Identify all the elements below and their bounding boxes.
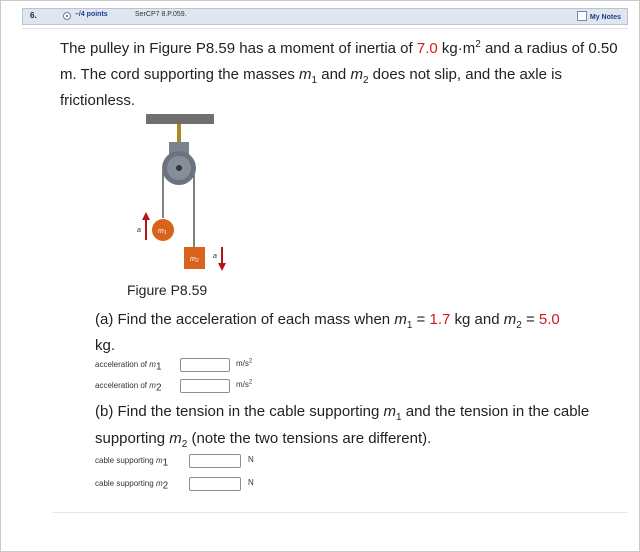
problem-reference: SerCP7 8.P.059. [135,11,187,18]
unit-text: m/s [236,380,249,389]
tension-m1-unit: N [248,455,254,464]
tension-m2-label [95,479,169,492]
part-a-question [95,307,620,359]
accel-m1-input[interactable] [180,358,230,372]
inertia-value: 7.0 [416,40,438,57]
problem-text: does not slip, and the axle is frictionless. [60,66,562,109]
unit-exponent: 2 [248,358,253,365]
ceiling-beam [146,114,214,124]
points-label: –/4 points [75,11,108,18]
problem-statement [60,36,625,114]
problem-text: kg·m [437,40,476,57]
subscript: 1 [311,75,318,86]
mass-symbol: m [155,456,163,465]
figure-caption: Figure P8.59 [127,282,208,298]
mass-symbol: m [503,311,517,328]
tension-m2-input[interactable] [189,477,241,491]
mass-symbol: m [394,311,407,328]
question-header-bar [22,8,628,25]
field-label-text: cable supporting [95,456,156,465]
mass-symbol: m [169,430,182,447]
tension-m2-unit: N [248,478,254,487]
radio-bullet-icon[interactable] [63,12,71,20]
subscript: 2 [181,439,188,450]
my-notes-label: My Notes [589,14,621,21]
field-label-text: acceleration of [95,381,150,390]
question-text: (note the two tensions are different). [187,430,432,447]
question-text: (b) Find the tension in the cable supporting [95,403,384,420]
question-text: kg. [95,337,116,354]
problem-text: The pulley in Figure P8.59 has a moment of inertia of [60,40,417,57]
mass-m1-label: m1 [158,228,167,236]
subscript: 1 [396,412,402,423]
accel-m2-input[interactable] [180,379,230,393]
subscript: 2 [516,320,522,331]
mass-symbol: m [299,66,312,83]
unit-exponent: 2 [248,379,253,386]
field-label-text: cable supporting [95,479,156,488]
unit-text: m/s [236,359,249,368]
accel-label-m2: a [213,253,217,260]
tension-m1-label [95,456,169,469]
subscript: 1 [162,457,169,469]
accel-m1-unit [236,359,252,368]
mass-symbol: m [155,479,163,488]
mass-symbol: m [149,360,156,369]
question-text: = [521,311,539,328]
subscript: 1 [406,320,413,331]
tension-m1-input[interactable] [189,454,241,468]
arrow-up-icon-head [142,212,150,220]
my-notes-button[interactable] [577,11,621,21]
question-text: kg and [450,311,504,328]
m1-value: 1.7 [429,311,451,328]
question-text: and the tension in the cable supporting [95,403,590,447]
question-text: (a) Find the acceleration of each mass when [95,311,395,328]
accel-label-m1: a [137,227,141,234]
mass-symbol: m [149,381,156,390]
mass-symbol: m [350,66,363,83]
squared-exponent: 2 [475,39,481,50]
part-b-question [95,398,620,452]
pulley-axle [176,165,182,171]
subscript: 2 [155,382,162,394]
subscript: 2 [162,480,169,492]
pulley-figure [120,110,230,280]
bottom-divider [52,512,628,513]
subscript: 2 [362,75,369,86]
subscript: 1 [155,361,162,373]
accel-m2-unit [236,380,252,389]
accel-m2-label [95,381,162,394]
mass-symbol: m [383,403,397,420]
m2-value: 5.0 [538,311,560,328]
problem-text: and a radius of 0.50 m. The cord supporting the masses [60,40,618,83]
problem-text: and [317,66,351,83]
arrow-down-icon-head [218,263,226,271]
question-number: 6. [30,11,37,20]
header-divider [22,28,628,29]
accel-m1-label [95,360,162,373]
notes-checkbox-icon[interactable] [577,11,587,21]
mass-m2-label: m2 [190,256,199,264]
field-label-text: acceleration of [95,360,150,369]
question-text: = [412,311,430,328]
